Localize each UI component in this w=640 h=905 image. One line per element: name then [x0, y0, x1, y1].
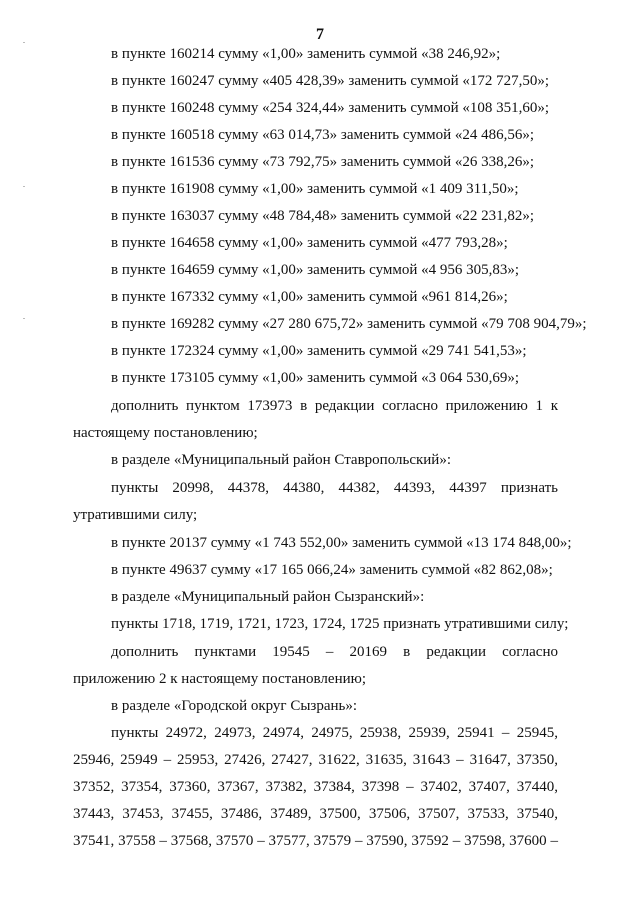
- paragraph-line: дополнить пунктом 173973 в редакции согласно приложению 1 к: [111, 398, 558, 414]
- paragraph-line: в пункте 160214 сумму «1,00» заменить суммой «38 246,92»;: [111, 46, 501, 62]
- paragraph-line: 37541, 37558 – 37568, 37570 – 37577, 37579 – 37590, 37592 – 37598, 37600 –: [73, 833, 558, 849]
- paragraph-line: в пункте 169282 сумму «27 280 675,72» заменить суммой «79 708 904,79»;: [111, 316, 587, 332]
- scan-artifact: [23, 318, 25, 319]
- paragraph-line: в пункте 160248 сумму «254 324,44» заменить суммой «108 351,60»;: [111, 100, 550, 116]
- paragraph-line: пункты 1718, 1719, 1721, 1723, 1724, 1725 признать утратившими силу;: [111, 616, 569, 632]
- paragraph-line: настоящему постановлению;: [73, 425, 258, 441]
- paragraph-line: в пункте 160247 сумму «405 428,39» заменить суммой «172 727,50»;: [111, 73, 550, 89]
- paragraph-line: в пункте 172324 сумму «1,00» заменить суммой «29 741 541,53»;: [111, 343, 527, 359]
- paragraph-line: в пункте 49637 сумму «17 165 066,24» заменить суммой «82 862,08»;: [111, 562, 553, 578]
- paragraph-line: 37352, 37354, 37360, 37367, 37382, 37384, 37398 – 37402, 37407, 37440,: [73, 779, 558, 795]
- paragraph-line: 25946, 25949 – 25953, 27426, 27427, 31622, 31635, 31643 – 31647, 37350,: [73, 752, 558, 768]
- section-heading: в разделе «Городской округ Сызрань»:: [111, 698, 358, 714]
- paragraph-line: 37443, 37453, 37455, 37486, 37489, 37500, 37506, 37507, 37533, 37540,: [73, 806, 558, 822]
- section-heading: в разделе «Муниципальный район Сызранский»:: [111, 589, 425, 605]
- paragraph-line: в пункте 163037 сумму «48 784,48» заменить суммой «22 231,82»;: [111, 208, 535, 224]
- section-heading: в разделе «Муниципальный район Ставропольский»:: [111, 452, 451, 468]
- paragraph-line: в пункте 160518 сумму «63 014,73» заменить суммой «24 486,56»;: [111, 127, 535, 143]
- paragraph-line: в пункте 161536 сумму «73 792,75» заменить суммой «26 338,26»;: [111, 154, 535, 170]
- paragraph-line: в пункте 164658 сумму «1,00» заменить суммой «477 793,28»;: [111, 235, 508, 251]
- paragraph-line: в пункте 167332 сумму «1,00» заменить суммой «961 814,26»;: [111, 289, 508, 305]
- page-number: 7: [316, 26, 324, 43]
- paragraph-line: пункты 20998, 44378, 44380, 44382, 44393, 44397 признать: [111, 480, 558, 496]
- paragraph-line: в пункте 173105 сумму «1,00» заменить суммой «3 064 530,69»;: [111, 370, 520, 386]
- scan-artifact: [23, 186, 25, 187]
- paragraph-line: в пункте 20137 сумму «1 743 552,00» заменить суммой «13 174 848,00»;: [111, 535, 572, 551]
- paragraph-line: в пункте 161908 сумму «1,00» заменить суммой «1 409 311,50»;: [111, 181, 519, 197]
- paragraph-line: утратившими силу;: [73, 507, 198, 523]
- scan-artifact: [23, 42, 25, 43]
- paragraph-line: в пункте 164659 сумму «1,00» заменить суммой «4 956 305,83»;: [111, 262, 520, 278]
- paragraph-line: дополнить пунктами 19545 – 20169 в редакции согласно: [111, 644, 558, 660]
- paragraph-line: пункты 24972, 24973, 24974, 24975, 25938, 25939, 25941 – 25945,: [111, 725, 558, 741]
- paragraph-line: приложению 2 к настоящему постановлению;: [73, 671, 366, 687]
